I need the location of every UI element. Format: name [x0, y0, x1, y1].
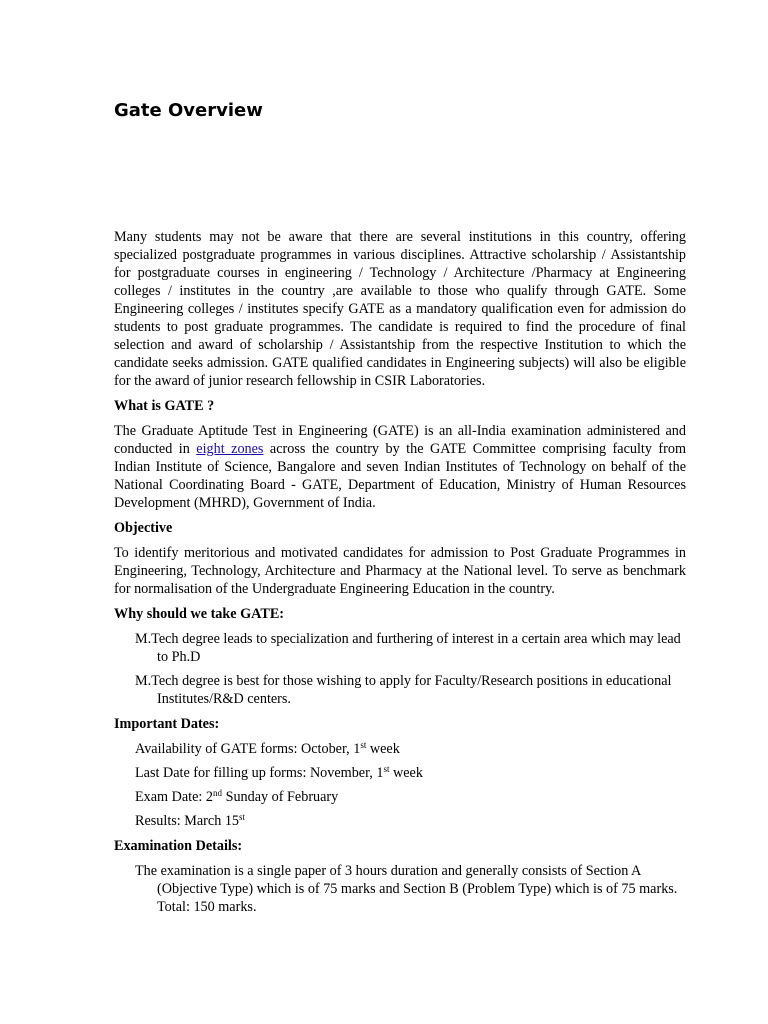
- objective-paragraph: To identify meritorious and motivated candidates for admission to Post Graduate Programmes in Engineering, Technology, Architecture and Pharmacy at the National level. To serve as benchmark for normalisation of the Undergraduate Engineering Education in the country.: [114, 545, 686, 597]
- date-text: Availability of GATE forms: October, 1: [135, 741, 361, 757]
- important-dates-list: [114, 740, 686, 830]
- date-results: [135, 812, 686, 830]
- page-title: Gate Overview: [114, 100, 263, 121]
- important-dates-heading: Important Dates:: [114, 716, 220, 732]
- intro-paragraph: Many students may not be aware that there are several institutions in this country, offering specialized postgraduate programmes in various disciplines. Attractive scholarship / Assistantship for postgraduate courses in engineering / Technology / Architecture /Pharmacy at Engineering colleges / institutes in the country ,are available to those who qualify through GATE. Some Engineering colleges / institutes specify GATE as a mandatory qualification even for admission do students to post graduate programmes. The candidate is required to find the procedure of final selection and award of scholarship / Assistantship from the respective Institution to which the candidate seeks admission. GATE qualified candidates in Engineering subjects) will also be eligible for the award of junior research fellowship in CSIR Laboratories.: [114, 229, 686, 389]
- what-is-text-after: across the country by the GATE Committee comprising faculty from Indian Institute of Science, Bangalore and seven Indian Institutes of Technology on behalf of the National Coordinating Board - GATE, Department of Education, Ministry of Human Resources Development (MHRD), Government of India.: [114, 441, 686, 511]
- date-ordinal: st: [239, 812, 246, 822]
- date-last-date: [135, 764, 686, 782]
- exam-details-list: [114, 862, 686, 916]
- date-text: Last Date for filling up forms: November, 1: [135, 765, 384, 781]
- date-availability: [135, 740, 686, 758]
- date-text: Exam Date: 2: [135, 789, 214, 805]
- date-suffix: Sunday of February: [222, 789, 339, 805]
- list-item: The examination is a single paper of 3 hours duration and generally consists of Section A (Objective Type) which is of 75 marks and Section B (Problem Type) which is of 75 marks. Total: 150 marks.: [135, 863, 678, 915]
- objective-heading: Objective: [114, 520, 173, 536]
- date-suffix: week: [389, 765, 423, 781]
- list-item: M.Tech degree is best for those wishing to apply for Faculty/Research positions in educational Institutes/R&D centers.: [135, 673, 672, 707]
- date-ordinal: st: [383, 764, 390, 774]
- list-item: M.Tech degree leads to specialization and furthering of interest in a certain area which may lead to Ph.D: [135, 631, 681, 665]
- what-is-text-before: The Graduate Aptitude Test in Engineering (GATE) is an all-India examination administered and conducted in: [114, 423, 686, 457]
- why-gate-list: [114, 630, 686, 708]
- date-text: Results: March 15: [135, 813, 240, 829]
- date-ordinal: st: [360, 740, 367, 750]
- exam-details-heading: Examination Details:: [114, 838, 243, 854]
- what-is-gate-paragraph: [114, 422, 686, 512]
- date-ordinal: nd: [213, 788, 223, 798]
- why-gate-heading: Why should we take GATE:: [114, 606, 285, 622]
- eight-zones-link[interactable]: eight zones: [196, 441, 264, 457]
- what-is-gate-heading: What is GATE ?: [114, 398, 215, 414]
- date-suffix: week: [366, 741, 400, 757]
- date-exam: [135, 788, 686, 806]
- document-body: [114, 228, 686, 922]
